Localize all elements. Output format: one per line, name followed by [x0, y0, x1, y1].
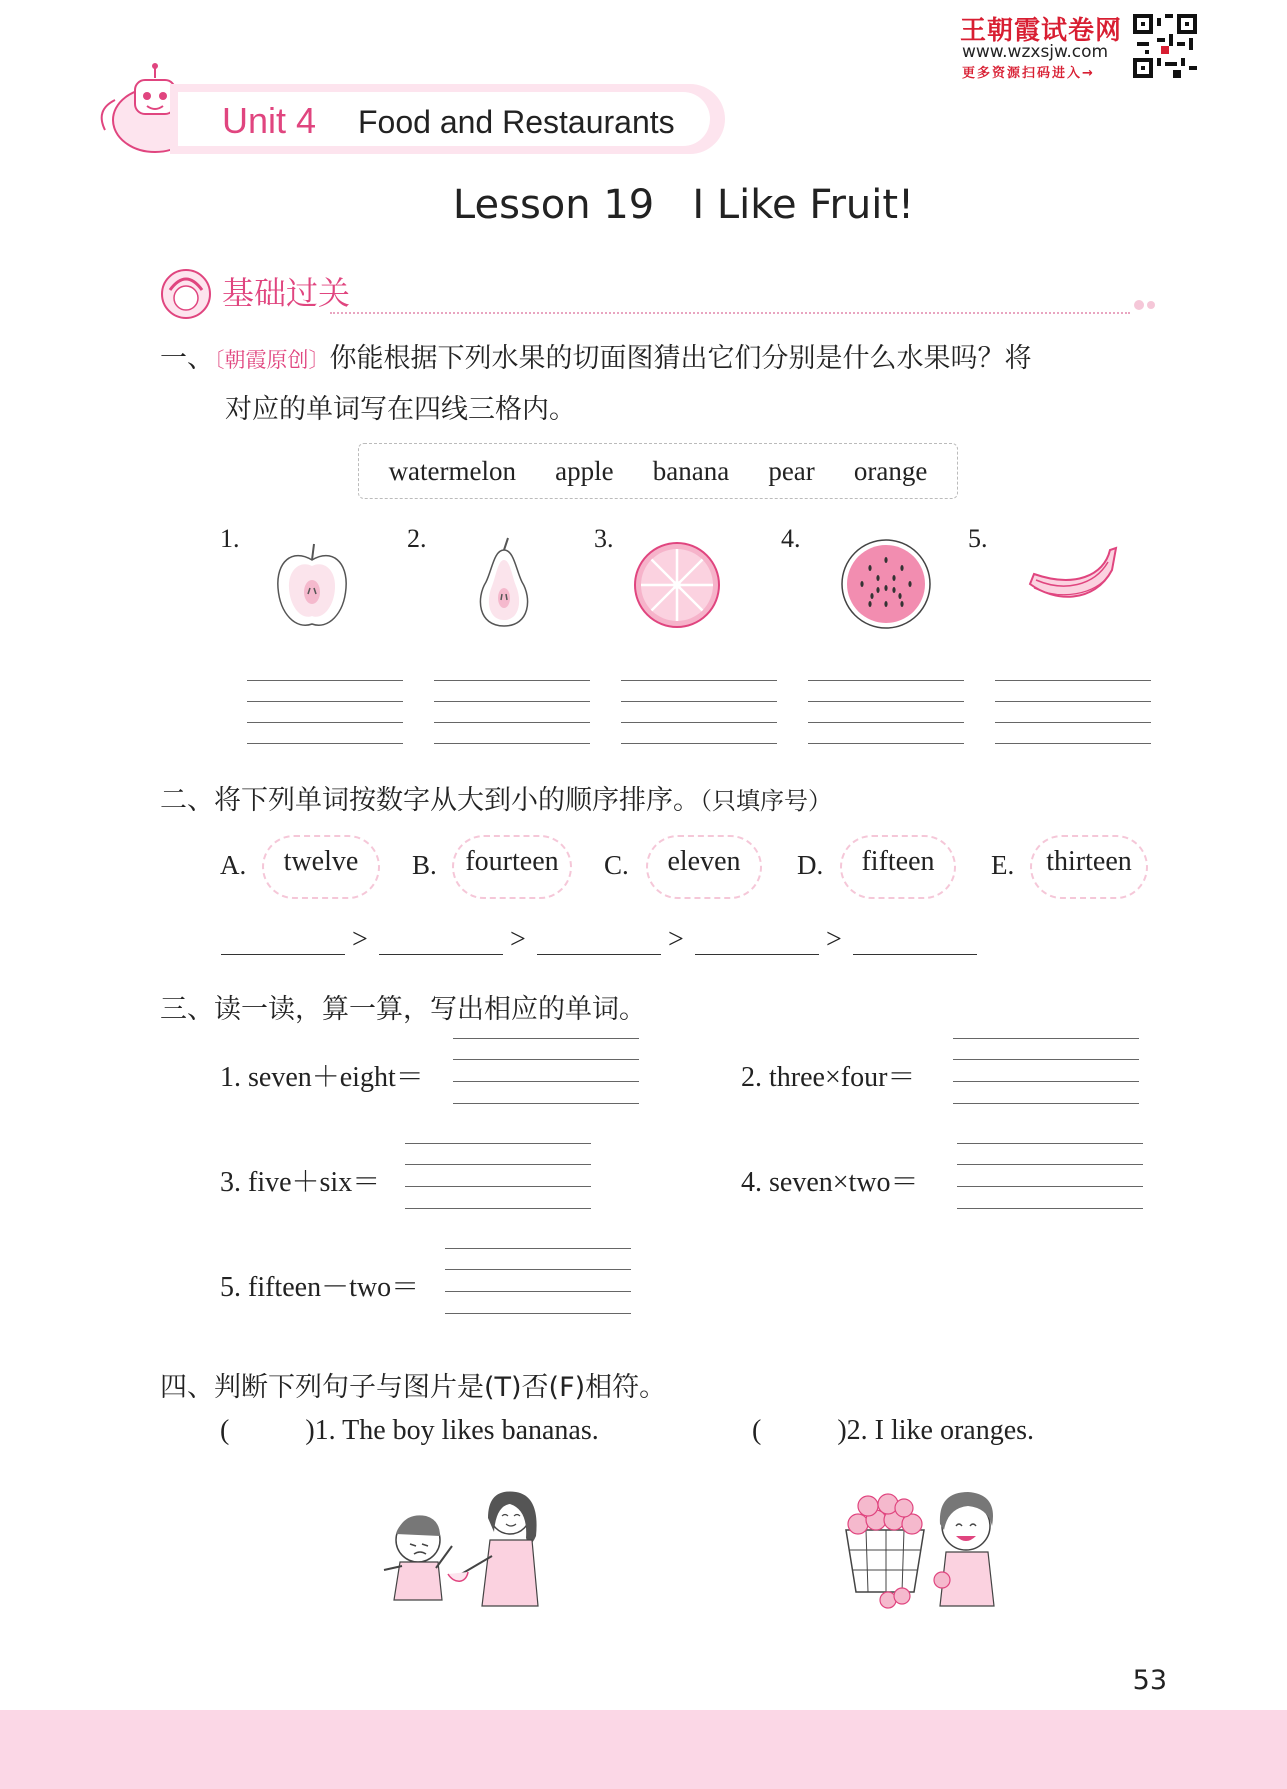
answer-blank[interactable] [537, 954, 661, 955]
brand-name: 王朝霞试卷网 [960, 16, 1123, 46]
q1-line2: 对应的单词写在四线三格内。 [225, 394, 576, 425]
boy-with-fruit-basket-illustration [838, 1480, 1018, 1615]
pear-slice-icon [468, 536, 540, 632]
greater-than: > [668, 924, 684, 955]
word-bank-item: banana [652, 455, 730, 486]
option-letter: B. [412, 850, 437, 880]
section-badge-icon [160, 268, 212, 320]
math-item-4: 4. seven×two＝ [741, 1167, 919, 1198]
answer-lines-4[interactable] [957, 1143, 1143, 1207]
fruit-number: 2. [407, 524, 427, 553]
section-title: 基础过关 [222, 274, 351, 312]
brand-tip: 更多资源扫码进入→ [962, 66, 1095, 81]
paren-open[interactable]: ( [220, 1415, 230, 1446]
judge-item-2 [752, 1415, 1034, 1447]
section-divider [330, 312, 1130, 314]
paren-close[interactable]: ) [305, 1415, 315, 1446]
option-word-cloud [840, 835, 956, 899]
q4-heading: 四、判断下列句子与图片是(T)否(F)相符。 [160, 1372, 667, 1403]
word-bank-item: pear [768, 455, 815, 486]
q1-line1 [160, 336, 1032, 375]
unit-title: Food and Restaurants [358, 104, 675, 140]
qr-code-icon[interactable] [1133, 14, 1197, 78]
fruit-number: 4. [781, 524, 801, 553]
fruit-number: 5. [968, 524, 988, 553]
q1-number: 一、 [160, 343, 214, 374]
option-word: thirteen [1046, 846, 1132, 877]
writing-lines-2[interactable] [434, 680, 590, 744]
math-item-2: 2. three×four＝ [741, 1062, 916, 1093]
option-word: fifteen [861, 846, 935, 877]
option-word-cloud [1030, 835, 1148, 899]
paren-open[interactable]: ( [752, 1415, 762, 1446]
judge-sentence: 1. The boy likes bananas. [314, 1415, 599, 1446]
option-word: twelve [283, 846, 359, 877]
judge-sentence: 2. I like oranges. [846, 1415, 1035, 1446]
greater-than: > [826, 924, 842, 955]
fruit-number: 3. [594, 524, 614, 553]
paren-close[interactable]: ) [837, 1415, 847, 1446]
answer-lines-5[interactable] [445, 1248, 631, 1312]
writing-lines-5[interactable] [995, 680, 1151, 744]
option-letter: D. [797, 850, 824, 880]
greater-than: > [510, 924, 526, 955]
writing-lines-4[interactable] [808, 680, 964, 744]
math-item-3: 3. five＋six＝ [220, 1167, 381, 1198]
option-letter: C. [604, 850, 629, 880]
orange-slice-icon [632, 540, 722, 630]
q1-text: 你能根据下列水果的切面图猜出它们分别是什么水果吗？将 [329, 343, 1032, 374]
word-bank-item: orange [853, 455, 928, 486]
answer-blank[interactable] [695, 954, 819, 955]
option-word-cloud [646, 835, 762, 899]
option-word: fourteen [465, 846, 559, 877]
option-letter: A. [220, 850, 247, 880]
word-bank-item: apple [555, 455, 614, 486]
q2-text: 二、将下列单词按数字从大到小的顺序排序。 [160, 785, 700, 816]
footer-band [0, 1710, 1287, 1789]
boy-refusing-banana-illustration [370, 1480, 560, 1615]
q2-note: （只填序号） [700, 787, 832, 815]
answer-lines-2[interactable] [953, 1038, 1139, 1102]
answer-lines-1[interactable] [453, 1038, 639, 1102]
judge-item-1 [220, 1415, 599, 1447]
q3-heading: 三、读一读，算一算，写出相应的单词。 [160, 994, 646, 1025]
apple-slice-icon [272, 540, 352, 632]
page-number: 53 [1132, 1665, 1167, 1696]
q2-heading [160, 778, 832, 817]
option-word-cloud [452, 835, 572, 899]
banana-icon [1024, 540, 1120, 616]
option-letter: E. [991, 850, 1015, 880]
greater-than: > [352, 924, 368, 955]
fruit-number: 1. [220, 524, 240, 553]
dots-icon [1133, 298, 1159, 312]
math-item-5: 5. fifteen－two＝ [220, 1272, 420, 1303]
option-word-cloud [262, 835, 380, 899]
math-item-1: 1. seven＋eight＝ [220, 1062, 424, 1093]
answer-lines-3[interactable] [405, 1143, 591, 1207]
brand-url[interactable]: www.wzxsjw.com [962, 42, 1109, 62]
answer-blank[interactable] [379, 954, 503, 955]
unit-label: Unit 4 [222, 100, 317, 141]
watermelon-slice-icon [840, 538, 932, 630]
word-bank [358, 443, 958, 499]
answer-blank[interactable] [221, 954, 345, 955]
answer-blank[interactable] [853, 954, 977, 955]
q1-tag: 〔朝霞原创〕 [214, 348, 330, 372]
option-word: eleven [667, 846, 741, 877]
lesson-title: Lesson 19 I Like Fruit! [452, 182, 915, 228]
word-bank-item: watermelon [388, 455, 517, 486]
writing-lines-3[interactable] [621, 680, 777, 744]
writing-lines-1[interactable] [247, 680, 403, 744]
